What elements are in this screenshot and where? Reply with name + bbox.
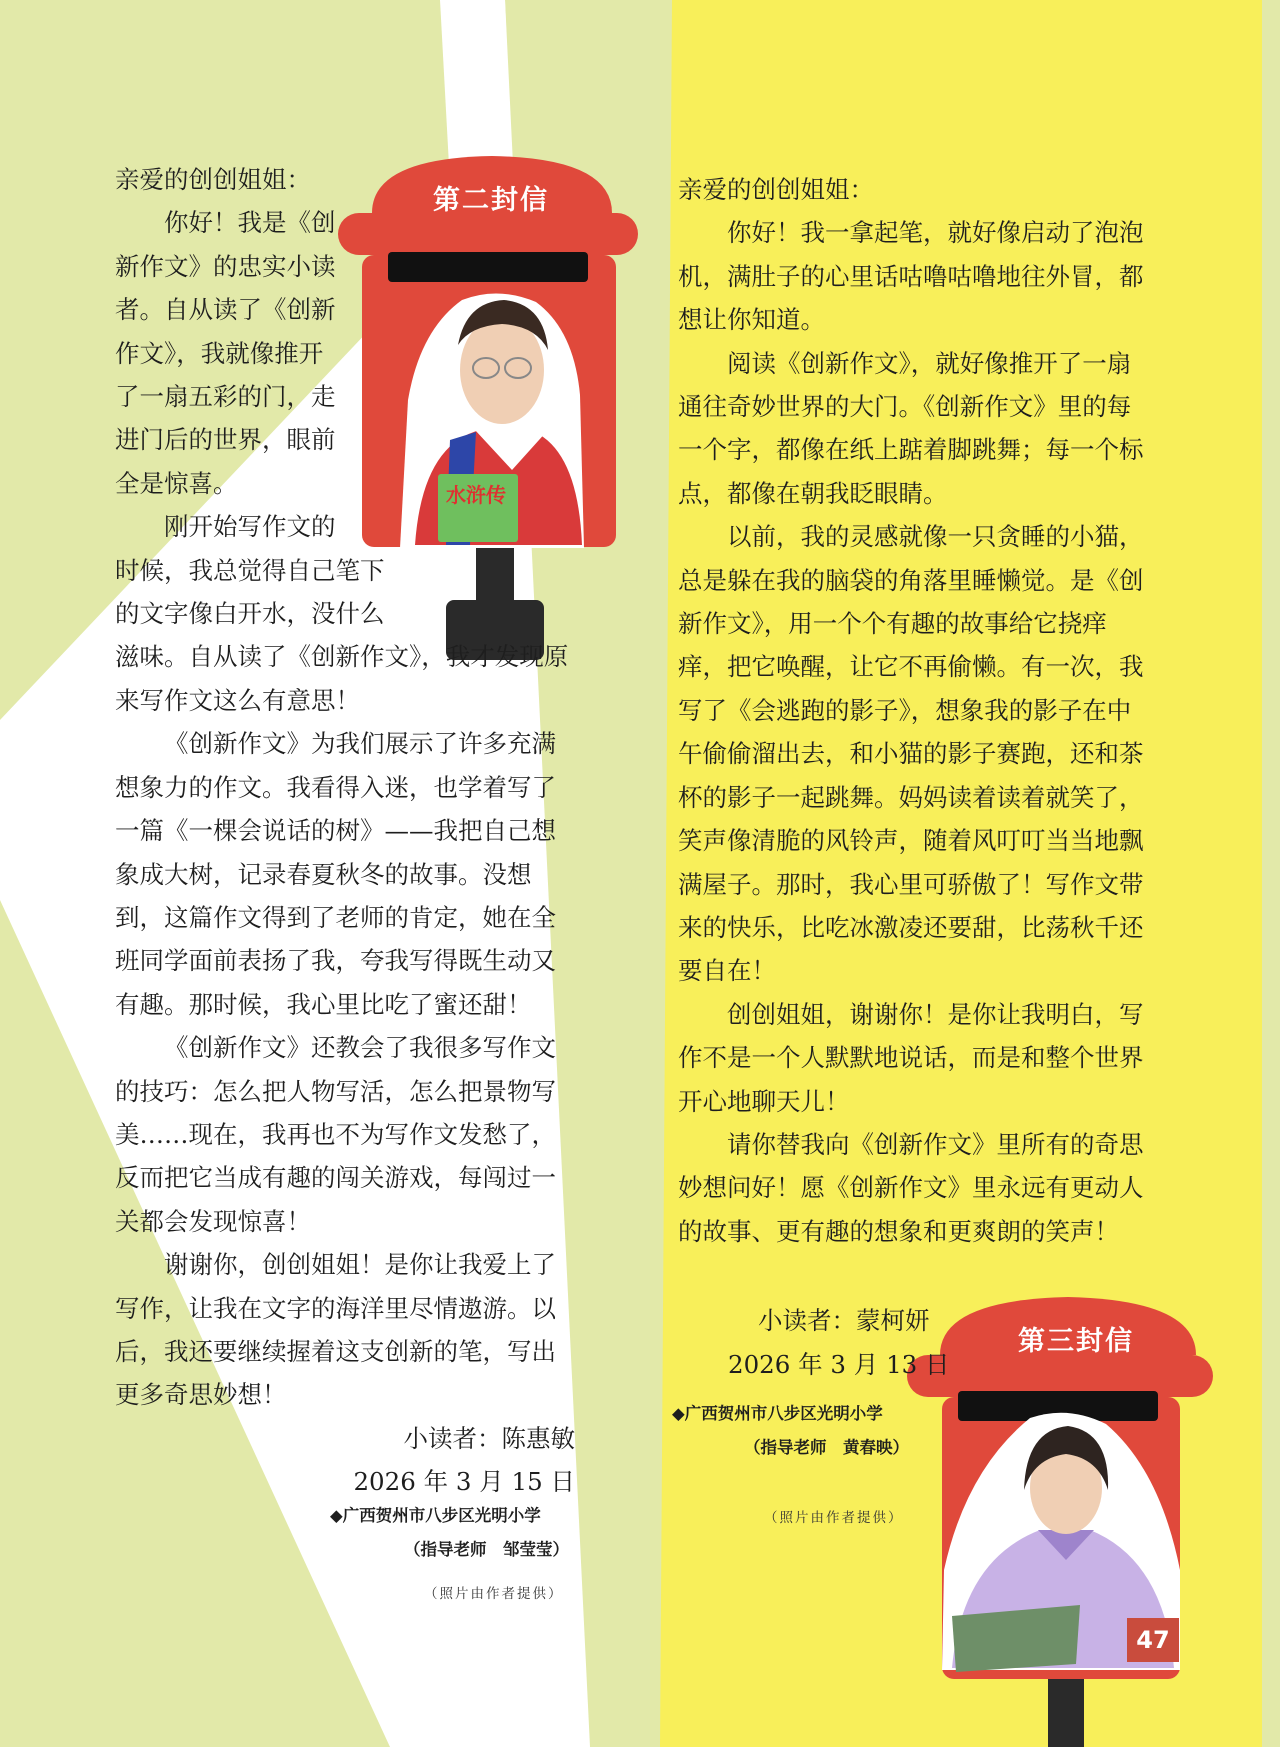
letter-2-date: 2026 年 3 月 15 日 [353,1467,575,1497]
letter-3-school: ◆广西贺州市八步区光明小学 [672,1404,883,1423]
book-held [952,1605,1080,1672]
letter-2-school: ◆广西贺州市八步区光明小学 [330,1506,541,1525]
letter-2-paragraph: 《创新作文》还教会了我很多写作文的技巧：怎么把人物写活，怎么把景物写美……现在，我再也不为写作文发愁了，反而把它当成有趣的闯关游戏，每闯过一关都会发现惊喜！ [115,1033,556,1236]
letter-3-date: 2026 年 3 月 13 日 [728,1349,950,1379]
letter-3-signature: 小读者：蒙柯妍 [758,1306,930,1336]
letter-2-teacher: （指导老师 邹莹莹） [404,1540,569,1559]
letter-3-paragraph: 你好！我一拿起笔，就好像启动了泡泡机，满肚子的心里话咕噜咕噜地往外冒，都想让你知道。 [678,218,1144,335]
letter-3-paragraph: 创创姐姐，谢谢你！是你让我明白，写作不是一个人默默地说话，而是和整个世界开心地聊天儿！ [678,999,1144,1116]
letter-3-paragraph: 请你替我向《创新作文》里所有的奇思妙想问好！愿《创新作文》里永远有更动人的故事、更有趣的想象和更爽朗的笑声！ [678,1129,1144,1246]
letter-2-paragraph: 《创新作文》为我们展示了许多充满想象力的作文。我看得入迷，也学着写了一篇《一棵会说话的树》——我把自己想象成大树，记录春夏秋冬的故事。没想到，这篇作文得到了老师的肯定，她在全班同学面前表扬了我，夸我写得既生动又有趣。那时候，我心里比吃了蜜还甜！ [115,729,556,1019]
book-title: 水浒传 [446,483,506,507]
letter-3-salutation: 亲爱的创创姐姐： [678,175,874,204]
letter-2-paragraph: 谢谢你，创创姐姐！是你让我爱上了写作，让我在文字的海洋里尽情遨游。以后，我还要继续握着这支创新的笔，写出更多奇思妙想！ [115,1250,556,1410]
letter-3-paragraph: 阅读《创新作文》，就好像推开了一扇通往奇妙世界的大门。《创新作文》里的每一个字，都像在纸上踮着脚跳舞；每一个标点，都像在朝我眨眼睛。 [678,348,1144,508]
letter-2-photo-credit: （照片由作者提供） [424,1586,564,1602]
letter-2-signature: 小读者：陈惠敏 [403,1423,575,1453]
letter-2-badge: 第二封信 [433,185,549,216]
letter-2-salutation: 亲爱的创创姐姐： [115,165,311,194]
letter-2-body [115,158,575,1504]
letter-2-paragraph: 刚开始写作文的时候，我总觉得自己笔下的文字像白开水，没什么滋味。自从读了《创新作文》，我才发现原来写作文这么有意思！ [115,512,569,715]
letter-3-teacher: （指导老师 黄春映） [744,1438,909,1457]
letter-3-paragraph: 以前，我的灵感就像一只贪睡的小猫，总是躲在我的脑袋的角落里睡懒觉。是《创新作文》，用一个个有趣的故事给它挠痒痒，把它唤醒，让它不再偷懒。有一次，我写了《会逃跑的影子》，想象我的影子在中午偷偷溜出去，和小猫的影子赛跑，还和茶杯的影子一起跳舞。妈妈读着读着就笑了，笑声像清脆的风铃声，随着风叮叮当当地飘满屋子。那时，我心里可骄傲了！写作文带来的快乐，比吃冰激凌还要甜，比荡秋千还要自在！ [678,522,1144,986]
letter-3-photo-credit: （照片由作者提供） [764,1510,904,1526]
letter-3-body [678,168,1150,1386]
page-number: 47 [1127,1618,1179,1662]
letter-2-paragraph: 你好！我是《创新作文》的忠实小读者。自从读了《创新作文》，我就像推开了一扇五彩的门，走进门后的世界，眼前全是惊喜。 [115,208,336,498]
letter-3-badge: 第三封信 [1018,1326,1134,1357]
